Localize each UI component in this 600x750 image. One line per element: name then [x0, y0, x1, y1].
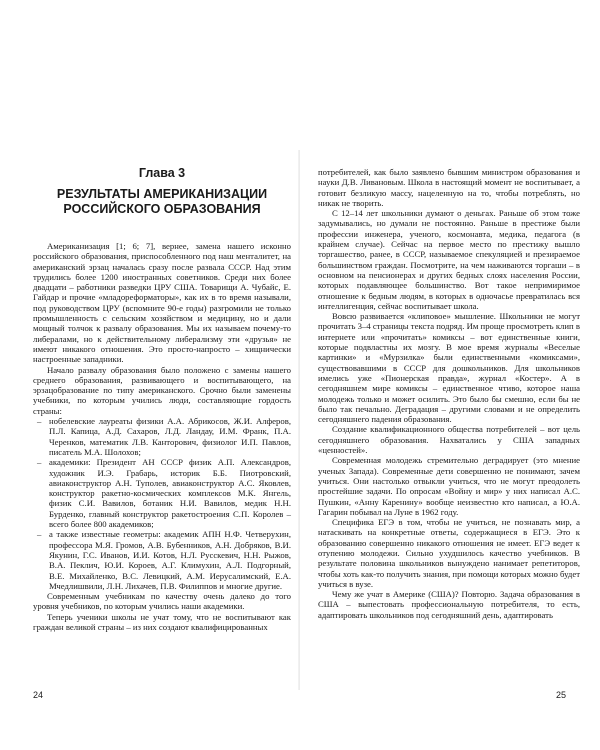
list-item: – нобелевские лауреаты физики А.А. Абрикосов, Ж.И. Алферов, П.Л. Капица, А.Д. Сахаров, Л.Д. Ландау, И.М. Франк, П.А. Черенков, математик Л.В. Канторович, физиолог И.П. Павлов, писатель М.А. Шолохов; [33, 416, 291, 457]
list-item: – а также известные геометры: академик АПН Н.Ф. Четверухин, профессора М.Я. Громов, А.В. Бубенников, А.Н. Добряков, В.И. Якунин, Г.С. Иванов, И.И. Котов, Н.Л. Русскевич, Н.Н. Рыжов, В.А. Пеклич, Ю.И. Короев, А.Г. Климухин, А.Л. Подгорный, В.Е. Михайленко, В.С. Левицкий, А.М. Иерусалимский, Е.А. Мчедлишвили, Л.Н. Лихачев, П.В. Филиппов и многие другие. [33, 529, 291, 591]
dash-list [33, 416, 291, 591]
list-item: – академики: Президент АН СССР физик А.П. Александров, художник И.Э. Грабарь, историк Б.Б. Пиотровский, авиаконструктор А.Н. Туполев, авиаконструктор А.С. Яковлев, конструктор ракетно-космических комплексов М.К. Янгель, физик С.И. Вавилов, ботаник Н.И. Вавилов, медик Н.Н. Бурденко, главный конструктор ракетостроения С.П. Королев – всего более 800 академиков; [33, 457, 291, 529]
paragraph: Американизация [1; 6; 7], вернее, замена нашего исконно российского образования, приспособленного под наш менталитет, на американский эрзац началась сразу после развала СССР. Над этим трудились более 1200 иностранных советников. Среди них более двадцати – работники разведки ЦРУ США. Товарищи А. Чубайс, Е. Гайдар и прочие «младореформаторы», как их в то время называли, под руководством ЦРУ (вспомните 90-е годы) разгромили не только промышленность с сельским хозяйством и медицину, но и дали мощный толчок к развалу образования. Мы их называем почему-то либералами, но к действительному либерализму эти «друзья» не имеют никакого отношения. Это просто-напросто – хищнически настроенные западники. [33, 241, 291, 365]
paragraph: Создание квалификационного общества потребителей – вот цель сегодняшнего образования. Нахватались у США западных «ценностей». [318, 424, 580, 456]
paragraph: Специфика ЕГЭ в том, чтобы не учиться, не познавать мир, а натаскивать на конкретные ответы, содержащиеся в ЕГЭ. Это к образованию совершенно никакого отношения не имеет. ЕГЭ ведет к отупению молодежи. Сильно ухудшилось качество учебников. В результате половина школьников вынуждено нанимает репетиторов, чтобы хоть как-то получить знания, при помощи которых можно будет учиться в вузе. [318, 517, 580, 589]
chapter-title-line-1: РЕЗУЛЬТАТЫ АМЕРИКАНИЗАЦИИ [56, 187, 268, 201]
book-gutter [298, 150, 300, 690]
paragraph: Чему же учат в Америке (США)? Повторю. Задача образования в США – выпестовать профессиональную потребителя, то есть, адаптировать школьников под сегодняшний день, адаптировать [318, 589, 580, 620]
chapter-title [33, 187, 291, 217]
paragraph: С 12–14 лет школьники думают о деньгах. Раньше об этом тоже задумывались, но думали не постоянно. Раньше в престиже были профессии инженера, ученого, космонавта, медика, педагога (в крайнем случае). Сейчас на первое место по престижу вышло торгашество, ранее, в СССР, называемое спекуляцией и презираемое большинством граждан. Посмотрите, на чем наживаются торгаши – в основном на пенсионерах и других бедных слоях населения России, которых подавляющее большинство. Вот такое непримиримое отношение к бедным людям, в которых в одночасье превратилась вся интеллигенция, сейчас воспитывает школа. [318, 208, 580, 311]
right-page [318, 167, 580, 620]
page-number-left: 24 [33, 690, 44, 700]
left-page [33, 166, 291, 632]
paragraph: Начало развалу образования было положено с замены нашего среднего образования, развивающего и воспитывающего, на эрзацобразование по типу американского. Срочно были заменены учебники, по которым учились люди, составляющие гордость страны: [33, 364, 291, 416]
page-number-right: 25 [556, 690, 567, 700]
paragraph: Современным учебникам по качеству очень далеко до того уровня учебников, по которым учились наши академики. [33, 591, 291, 612]
paragraph: Современная молодежь стремительно деградирует (это мнение ученых Запада). Современные дети совершенно не понимают, зачем учиться. Они настолько отвыкли учиться, что не могут преодолеть простейшие задачи. По опросам «Войну и мир» у них написал А.С. Пушкин, «Анну Каренину» вообще неизвестно кто написал, а Ю.А. Гагарин побывал на Луне в 1962 году. [318, 455, 580, 517]
paragraph: Теперь ученики школы не учат тому, что не воспитывают как граждан великой страны – из них создают квалифицированных [33, 611, 291, 632]
chapter-number: Глава 3 [138, 166, 186, 180]
chapter-title-line-2: РОССИЙСКОГО ОБРАЗОВАНИЯ [63, 202, 261, 216]
paragraph: Вовсю развивается «клиповое» мышление. Школьники не могут прочитать 3–4 страницы текста подряд. Им проще просмотреть клип в интернете или «прочитать» комиксы – вот единственные книги, которые подвластны их мозгу. В мое время журналы «Веселые картинки» и «Мурзилка» были единственными «комиксами», существовавшими в СССР для дошкольников. Для школьников имелись уже «Пионерская правда», журнал «Костер». А в сегодняшнем мире комиксы – единственное чтиво, которое наша молодежь только и может осилить. Это было бы смешно, если бы не было так печально. Деградация – другими словами и не определить сегодняшнего падения образования. [318, 311, 580, 425]
paragraph: потребителей, как было заявлено бывшим министром образования и науки Д.В. Ливановым. Школа в настоящий момент не воспитывает, а готовит безликую массу, нацеленную на то, чтобы потреблять, но никак не творить. [318, 167, 580, 208]
